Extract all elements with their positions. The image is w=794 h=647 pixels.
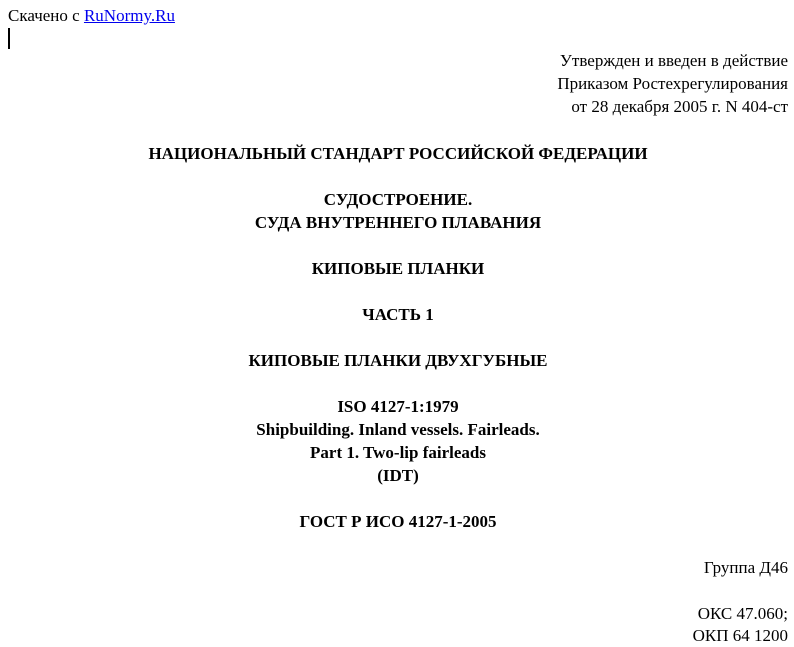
field-heading-line-1: СУДОСТРОЕНИЕ. <box>323 190 473 209</box>
source-prefix: Скачено с <box>8 6 80 25</box>
part-heading: ЧАСТЬ 1 <box>362 305 434 324</box>
source-link[interactable]: RuNormy.Ru <box>83 6 175 25</box>
part-title-heading: КИПОВЫЕ ПЛАНКИ ДВУХГУБНЫЕ <box>248 351 548 370</box>
subject-heading: КИПОВЫЕ ПЛАНКИ <box>311 259 485 278</box>
gost-designation: ГОСТ Р ИСО 4127-1-2005 <box>299 512 497 531</box>
iso-code: ISO 4127-1:1979 <box>337 397 459 416</box>
approval-line-1: Утвержден и введен в действие <box>559 51 788 70</box>
classification-okp: ОКП 64 1200 <box>692 626 788 645</box>
approval-line-2: Приказом Ростехрегулирования <box>557 74 788 93</box>
iso-title-line-1: Shipbuilding. Inland vessels. Fairleads. <box>256 420 540 439</box>
classification-group: Группа Д46 <box>703 558 788 577</box>
iso-equivalence: (IDT) <box>377 466 419 485</box>
standard-type-heading: НАЦИОНАЛЬНЫЙ СТАНДАРТ РОССИЙСКОЙ ФЕДЕРАЦИИ <box>148 144 648 163</box>
iso-title-line-2: Part 1. Two-lip fairleads <box>310 443 486 462</box>
approval-line-3: от 28 декабря 2005 г. N 404-ст <box>571 97 788 116</box>
classification-oks: ОКС 47.060; <box>697 604 788 623</box>
source-line <box>8 5 175 27</box>
field-heading-line-2: СУДА ВНУТРЕННЕГО ПЛАВАНИЯ <box>254 213 542 232</box>
text-cursor <box>8 28 10 49</box>
